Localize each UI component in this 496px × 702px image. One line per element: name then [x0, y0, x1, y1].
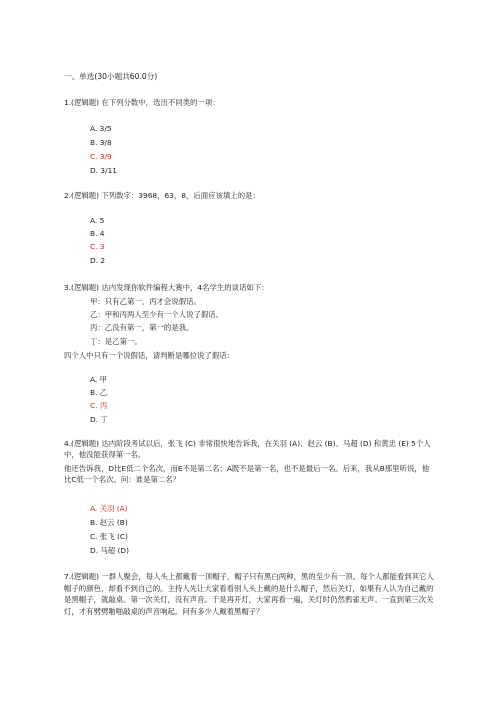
q1-option-a[interactable]: A. 3/5 [90, 124, 112, 133]
question-4-stem: 4.(逻辑题) 达内阶段考试以后，张飞 (C) 非常很快地告诉我，在关羽 (A)、赵云 (B)、马超 (D) 和黄忠 (E) 5个人中，他没能获得第一名。 [64, 439, 431, 459]
q2-option-a[interactable]: A. 5 [90, 216, 105, 225]
q3-option-c[interactable]: C. 丙 [90, 401, 108, 410]
q4-option-d[interactable]: D. 马超 (D) [90, 546, 129, 555]
q4-option-c[interactable]: C. 张飞 (C) [90, 532, 128, 541]
q3-option-b[interactable]: B. 乙 [90, 388, 108, 397]
q3-option-d[interactable]: D. 丁 [90, 415, 108, 424]
q3-statement-3: 丙：乙没有第一，第一的是我。 [90, 323, 194, 332]
question-2-stem: 2.(逻辑题) 下列数字：3968，63，8，后面应该填上的是： [64, 191, 260, 200]
q3-statement-2: 乙：甲和丙两人至少有一个人说了假话。 [90, 310, 224, 319]
q2-option-d[interactable]: D. 2 [90, 256, 106, 265]
q3-statement-1: 甲：只有乙第一，丙才会说假话。 [90, 297, 201, 306]
q4-option-b[interactable]: B. 赵云 (B) [90, 518, 128, 527]
question-4-detail: 他还告诉我，D比E低二个名次，而E不是第二名；A既不是第一名，也不是最后一名。后来，我从B那里听说，他比C低一个名次。问：谁是第二名？ [64, 464, 430, 484]
question-3-stem: 3.(逻辑题) 达内发现你软件编程大赛中，4名学生的谈话如下： [64, 283, 269, 292]
q4-option-a[interactable]: A. 关羽 (A) [90, 504, 128, 513]
q1-option-b[interactable]: B. 3/8 [90, 138, 112, 147]
section-header: 一、单选(30小题共60.0分) [64, 72, 158, 81]
q1-option-c[interactable]: C. 3/9 [90, 152, 112, 161]
q3-option-a[interactable]: A. 甲 [90, 375, 108, 384]
q3-question: 四个人中只有一个说假话，请判断是哪位说了假话： [64, 351, 234, 360]
q1-option-d[interactable]: D. 3/11 [90, 166, 117, 175]
q2-option-c[interactable]: C. 3 [90, 242, 105, 251]
question-7-stem: 7.(逻辑题) 一群人聚会，每人头上都戴着一顶帽子，帽子只有黑白两种，黑的至少有一顶。每个人都能看到其它人帽子的颜色，却看不到自己的。主持人先让大家看看别人头上戴的是什么帽子，然后关灯，如果有人认为自己戴的是黑帽子，就敲桌。第一次关灯，没有声音。于是再开灯，大家再看一遍，关灯时仍然鸦雀无声。一直到第三次关灯，才有劈劈啪啪敲桌的声音响起。问有多少人戴着黑帽子？ [64, 572, 434, 616]
q3-statement-4: 丁：是乙第一。 [90, 337, 142, 346]
q2-option-b[interactable]: B. 4 [90, 229, 105, 238]
question-1-stem: 1.(逻辑题) 在下列分数中，选出不同类的一项： [64, 98, 220, 107]
